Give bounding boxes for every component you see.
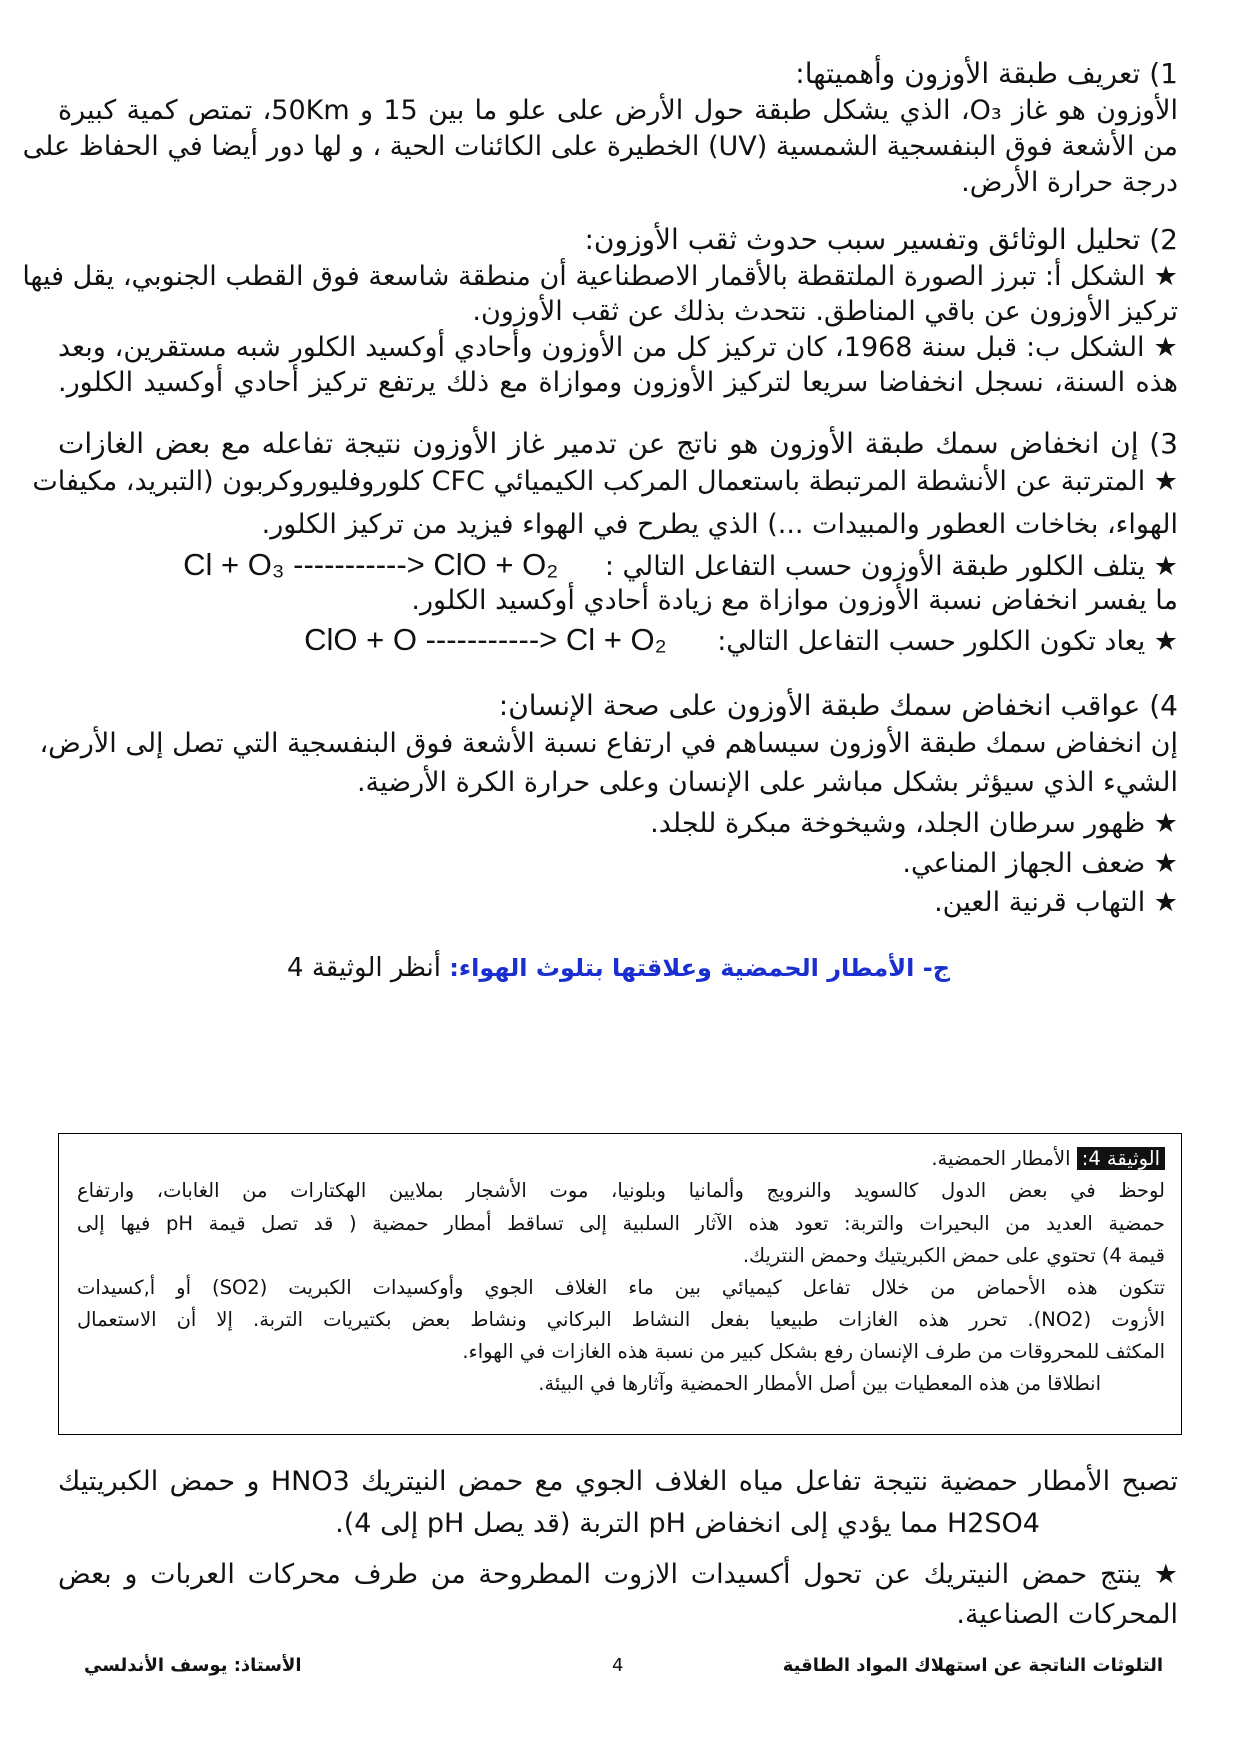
document4-line-5: الأزوت (NO2). تحرر هذه الغازات طبيعيا بفعل النشاط البركاني ونشاط بعض بكتيريات التربة. إلا أن الاستعمال	[77, 1308, 1165, 1331]
conclusion-line-1: تصبح الأمطار حمضية نتيجة تفاعل مياه الغلاف الجوي مع حمض النيتريك HNO3 و حمض الكبريتيك	[58, 1466, 1178, 1497]
section4-line-2: الشيء الذي سيؤثر بشكل مباشر على الإنسان وعلى حرارة الكرة الأرضية.	[356, 767, 1178, 798]
section4-bullet-1: ★ ظهور سرطان الجلد، وشيخوخة مبكرة للجلد.	[650, 808, 1178, 839]
reaction2-equation: ClO + O -----------> Cl + O₂	[304, 622, 667, 657]
conclusion-bullet-line-2: المحركات الصناعية.	[956, 1599, 1178, 1630]
section2-line-1: ★ الشكل أ: تبرز الصورة الملتقطة بالأقمار الاصطناعية أن منطقة شاسعة فوق القطب الجنوبي، يقل فيها	[22, 261, 1178, 292]
section1-line-1: الأوزون هو غاز O₃، الذي يشكل طبقة حول الأرض على علو ما بين 15 و 50Km، تمتص كمية كبيرة	[58, 95, 1178, 126]
conclusion-bullet-line-1: ★ ينتج حمض النيتريك عن تحول أكسيدات الازوت المطروحة من طرف محركات العربات و بعض	[58, 1559, 1178, 1590]
section3-line-1: ★ المترتبة عن الأنشطة المرتبطة باستعمال المركب الكيميائي CFC كلوروفليوروكربون (التبريد، مكيفات	[32, 466, 1178, 497]
document4-line-4: تتكون هذه الأحماض من خلال تفاعل كيميائي بين ماء الغلاف الجوي وأوكسيدات الكبريت (SO2) أو أ,كسيدات	[77, 1276, 1166, 1299]
document4-header	[77, 1143, 1165, 1175]
section3-line-2: الهواء، بخاخات العطور والمبيدات ...) الذي يطرح في الهواء فيزيد من تركيز الكلور.	[261, 509, 1178, 540]
document4-box	[58, 1133, 1182, 1435]
conclusion-line-2: H2SO4 مما يؤدي إلى انخفاض pH التربة (قد يصل pH إلى 4).	[335, 1508, 1040, 1539]
section2-line-4: هذه السنة، نسجل انخفاضا سريعا لتركيز الأوزون وموازاة مع ذلك يرتفع تركيز أحادي أوكسيد الكلور.	[58, 367, 1178, 398]
section4-bullet-3: ★ التهاب قرنية العين.	[934, 887, 1178, 918]
document4-task: انطلاقا من هذه المعطيات بين أصل الأمطار الحمضية وآثارها في البيئة.	[538, 1372, 1101, 1395]
section1-line-3: درجة حرارة الأرض.	[961, 167, 1178, 198]
document4-line-3: قيمة 4) تحتوي على حمض الكبريتيك وحمض النتريك.	[742, 1244, 1165, 1267]
document4-title: الأمطار الحمضية.	[931, 1147, 1077, 1170]
footer-course-title: التلوثات الناتجة عن استهلاك المواد الطاقية	[782, 1655, 1163, 1676]
document4-line-1: لوحظ في بعض الدول كالسويد والنرويج وألمانيا وبلونيا، موت الأشجار بملايين الهكتارات من الغابات، وارتفاع	[77, 1179, 1165, 1202]
footer-teacher: الأستاذ: يوسف الأندلسي	[84, 1655, 302, 1676]
document4-line-2: حمضية العديد من البحيرات والتربة: تعود هذه الآثار السلبية إلى تساقط أمطار حمضية ( قد تصل قيمة pH فيها إلى	[77, 1212, 1165, 1235]
reaction2-text: ★ يعاد تكون الكلور حسب التفاعل التالي:	[717, 626, 1178, 657]
subsection-c-title: ج- الأمطار الحمضية وعلاقتها بتلوث الهواء:	[449, 954, 950, 982]
subsection-c-ref: أنظر الوثيقة 4	[287, 953, 450, 983]
section1-title: 1) تعريف طبقة الأوزون وأهميتها:	[795, 57, 1178, 90]
section2-line-3: ★ الشكل ب: قبل سنة 1968، كان تركيز كل من الأوزون وأحادي أوكسيد الكلور شبه مستقرين، وبعد	[58, 332, 1178, 363]
reaction1-text: ★ يتلف الكلور طبقة الأوزون حسب التفاعل التالي :	[604, 551, 1178, 582]
section2-title: 2) تحليل الوثائق وتفسير سبب حدوث ثقب الأوزون:	[584, 223, 1178, 256]
section4-line-1: إن انخفاض سمك طبقة الأوزون سيساهم في ارتفاع نسبة الأشعة فوق البنفسجية التي تصل إلى الأرض،	[39, 728, 1178, 759]
section3-title: 3) إن انخفاض سمك طبقة الأوزون هو ناتج عن تدمير غاز الأوزون نتيجة تفاعله مع بعض الغازات	[58, 427, 1178, 460]
section4-bullet-2: ★ ضعف الجهاز المناعي.	[902, 848, 1178, 879]
reaction2-row	[58, 620, 1178, 662]
section3-line-3: ما يفسر انخفاض نسبة الأوزون موازاة مع زيادة أحادي أوكسيد الكلور.	[411, 585, 1178, 616]
document4-line-6: المكثف للمحروقات من طرف الإنسان رفع بشكل كبير من نسبة هذه الغازات في الهواء.	[462, 1340, 1165, 1363]
subsection-c-heading	[58, 948, 950, 988]
section2-line-2: تركيز الأوزون عن باقي المناطق. نتحدث بذلك عن ثقب الأوزون.	[472, 296, 1178, 327]
reaction1-equation: Cl + O₃ -----------> ClO + O₂	[183, 547, 559, 582]
section4-title: 4) عواقب انخفاض سمك طبقة الأوزون على صحة الإنسان:	[498, 689, 1178, 722]
section1-line-2: من الأشعة فوق البنفسجية الشمسية (UV) الخطيرة على الكائنات الحية ، و لها دور أيضا في الحفاظ على	[22, 131, 1178, 162]
document4-label: الوثيقة 4:	[1077, 1147, 1165, 1170]
footer-page-number: 4	[612, 1655, 624, 1676]
